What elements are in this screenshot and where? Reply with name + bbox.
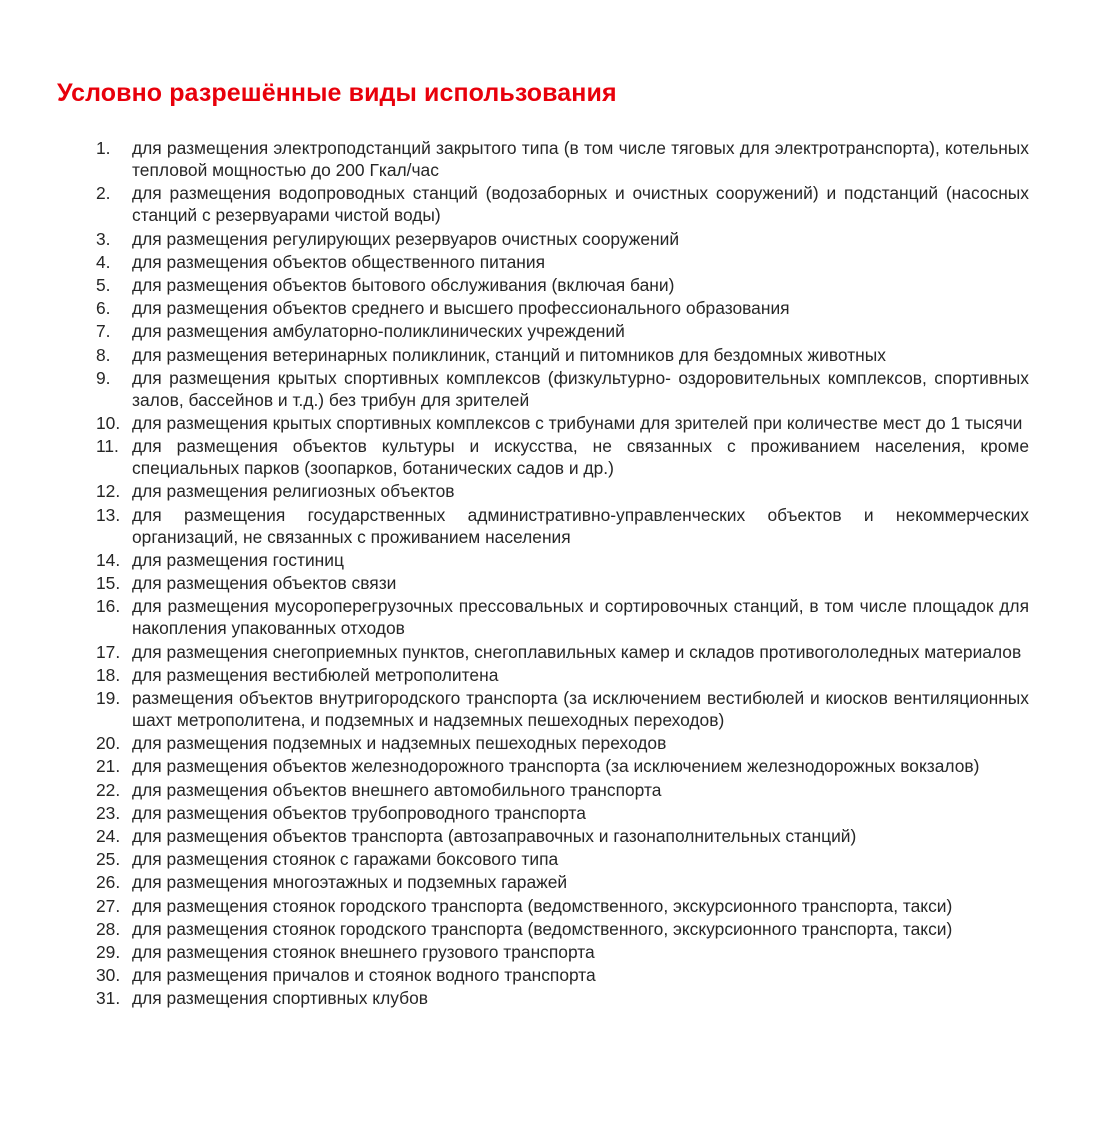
list-item-text: для размещения стоянок с гаражами боксового типа — [132, 849, 559, 870]
list-item — [96, 755, 1029, 777]
list-item — [96, 871, 1029, 893]
list-item-number: 27. — [96, 895, 121, 916]
list-item-text: для размещения вестибюлей метрополитена — [132, 664, 499, 685]
list-item — [96, 504, 1029, 548]
list-item-text: для размещения стоянок городского транспорта (ведомственного, экскурсионного транспорта, такси) — [132, 918, 953, 939]
list-item — [96, 549, 1029, 571]
list-item — [96, 367, 1029, 411]
list-item — [96, 941, 1029, 963]
list-item-text: размещения объектов внутригородского транспорта (за исключением вестибюлей и киосков вентиляционных шахт метрополитена, и подземных и надземных пешеходных переходов) — [132, 687, 1029, 731]
list-item — [96, 182, 1029, 226]
list-item-number: 23. — [96, 802, 121, 823]
list-item-number: 10. — [96, 412, 121, 433]
list-item-text: для размещения электроподстанций закрытого типа (в том числе тяговых для электротранспорта), котельных тепловой мощностью до 200 Гкал/час — [132, 138, 1029, 181]
list-item-number: 21. — [96, 756, 121, 777]
list-item — [96, 228, 1029, 250]
list-item-text: для размещения регулирующих резервуаров очистных сооружений — [132, 228, 680, 249]
list-item-number: 13. — [96, 504, 121, 525]
list-item-number: 20. — [96, 733, 121, 754]
list-item-text: для размещения подземных и надземных пешеходных переходов — [132, 733, 667, 754]
list-item — [96, 732, 1029, 754]
list-item-text: для размещения объектов трубопроводного транспорта — [132, 802, 586, 823]
list-item-number: 5. — [96, 274, 111, 295]
list-item-text: для размещения амбулаторно-поликлинических учреждений — [132, 321, 625, 342]
list-item — [96, 918, 1029, 940]
list-item — [96, 825, 1029, 847]
list-item — [96, 137, 1029, 181]
list-item-text: для размещения крытых спортивных комплексов с трибунами для зрителей при количестве мест до 1 тысячи — [132, 412, 1023, 433]
list-item — [96, 964, 1029, 986]
list-item-number: 16. — [96, 596, 121, 617]
list-item-number: 4. — [96, 251, 111, 272]
list-item — [96, 435, 1029, 479]
permitted-uses-list — [96, 137, 1029, 1010]
list-item-number: 25. — [96, 849, 121, 870]
list-item-number: 14. — [96, 549, 121, 570]
page-title: Условно разрешённые виды использования — [57, 79, 617, 107]
list-item-text: для размещения объектов общественного питания — [132, 251, 546, 272]
list-item-text: для размещения ветеринарных поликлиник, станций и питомников для бездомных животных — [132, 344, 886, 365]
list-item-number: 6. — [96, 298, 111, 319]
list-item-number: 19. — [96, 687, 121, 708]
list-item-number: 1. — [96, 138, 111, 158]
list-item-number: 11. — [96, 436, 119, 457]
list-item-text: для размещения причалов и стоянок водного транспорта — [132, 965, 596, 986]
list-item — [96, 802, 1029, 824]
list-item-number: 17. — [96, 641, 121, 662]
list-item — [96, 412, 1029, 434]
list-item-text: для размещения объектов связи — [132, 573, 397, 594]
list-item-text: для размещения стоянок городского транспорта (ведомственного, экскурсионного транспорта, такси) — [132, 895, 953, 916]
list-item — [96, 251, 1029, 273]
list-item — [96, 344, 1029, 366]
list-item-number: 8. — [96, 344, 111, 365]
list-item — [96, 572, 1029, 594]
list-item-text: для размещения объектов бытового обслуживания (включая бани) — [132, 274, 675, 295]
list-item-text: для размещения объектов культуры и искусства, не связанных с проживанием населения, кроме специальных парков (зоопарков, ботанических садов и др.) — [132, 436, 1029, 479]
list-item-text: для размещения крытых спортивных комплексов (физкультурно- оздоровительных комплексов, спортивных залов, бассейнов и т.д.) без трибун для зрителей — [132, 367, 1029, 410]
list-item-text: для размещения мусороперегрузочных прессовальных и сортировочных станций, в том числе площадок для накопления упакованных отходов — [132, 596, 1029, 639]
list-item-text: для размещения объектов транспорта (автозаправочных и газонаполнительных станций) — [132, 825, 857, 846]
list-item-number: 31. — [96, 988, 121, 1009]
list-item-number: 30. — [96, 965, 121, 986]
list-item-text: для размещения многоэтажных и подземных гаражей — [132, 872, 568, 893]
list-item — [96, 848, 1029, 870]
list-item-text: для размещения религиозных объектов — [132, 481, 455, 502]
list-item-text: для размещения гостиниц — [132, 549, 344, 570]
list-item-text: для размещения объектов внешнего автомобильного транспорта — [132, 779, 662, 800]
list-item-text: для размещения объектов железнодорожного транспорта (за исключением железнодорожных вокзалов) — [132, 756, 980, 777]
list-item — [96, 641, 1029, 663]
list-item-text: для размещения спортивных клубов — [132, 988, 428, 1009]
list-item — [96, 274, 1029, 296]
list-item-number: 15. — [96, 573, 121, 594]
list-item — [96, 480, 1029, 502]
list-item-text: для размещения водопроводных станций (водозаборных и очистных сооружений) и подстанций (насосных станций с резервуарами чистой воды) — [132, 183, 1029, 226]
list-item-number: 3. — [96, 228, 111, 249]
list-item-number: 7. — [96, 321, 111, 342]
list-item — [96, 320, 1029, 342]
list-item-text: для размещения стоянок внешнего грузового транспорта — [132, 941, 595, 962]
list-item — [96, 664, 1029, 686]
list-item — [96, 297, 1029, 319]
list-item-text: для размещения государственных административно-управленческих объектов и некоммерческих организаций, не связанных с проживанием населения — [132, 504, 1029, 547]
list-item — [96, 687, 1029, 731]
list-item — [96, 779, 1029, 801]
list-item — [96, 595, 1029, 639]
list-item-number: 12. — [96, 481, 121, 502]
list-item — [96, 895, 1029, 917]
list-item-number: 22. — [96, 779, 121, 800]
list-item-number: 26. — [96, 872, 121, 893]
list-item-number: 24. — [96, 825, 121, 846]
list-item — [96, 987, 1029, 1009]
list-item-number: 18. — [96, 664, 121, 685]
list-item-number: 9. — [96, 367, 111, 388]
list-item-number: 29. — [96, 941, 121, 962]
list-item-text: для размещения объектов среднего и высшего профессионального образования — [132, 298, 790, 319]
list-item-number: 28. — [96, 918, 121, 939]
list-item-text: для размещения снегоприемных пунктов, снегоплавильных камер и складов противогололедных материалов — [132, 641, 1022, 662]
list-item-number: 2. — [96, 183, 111, 204]
